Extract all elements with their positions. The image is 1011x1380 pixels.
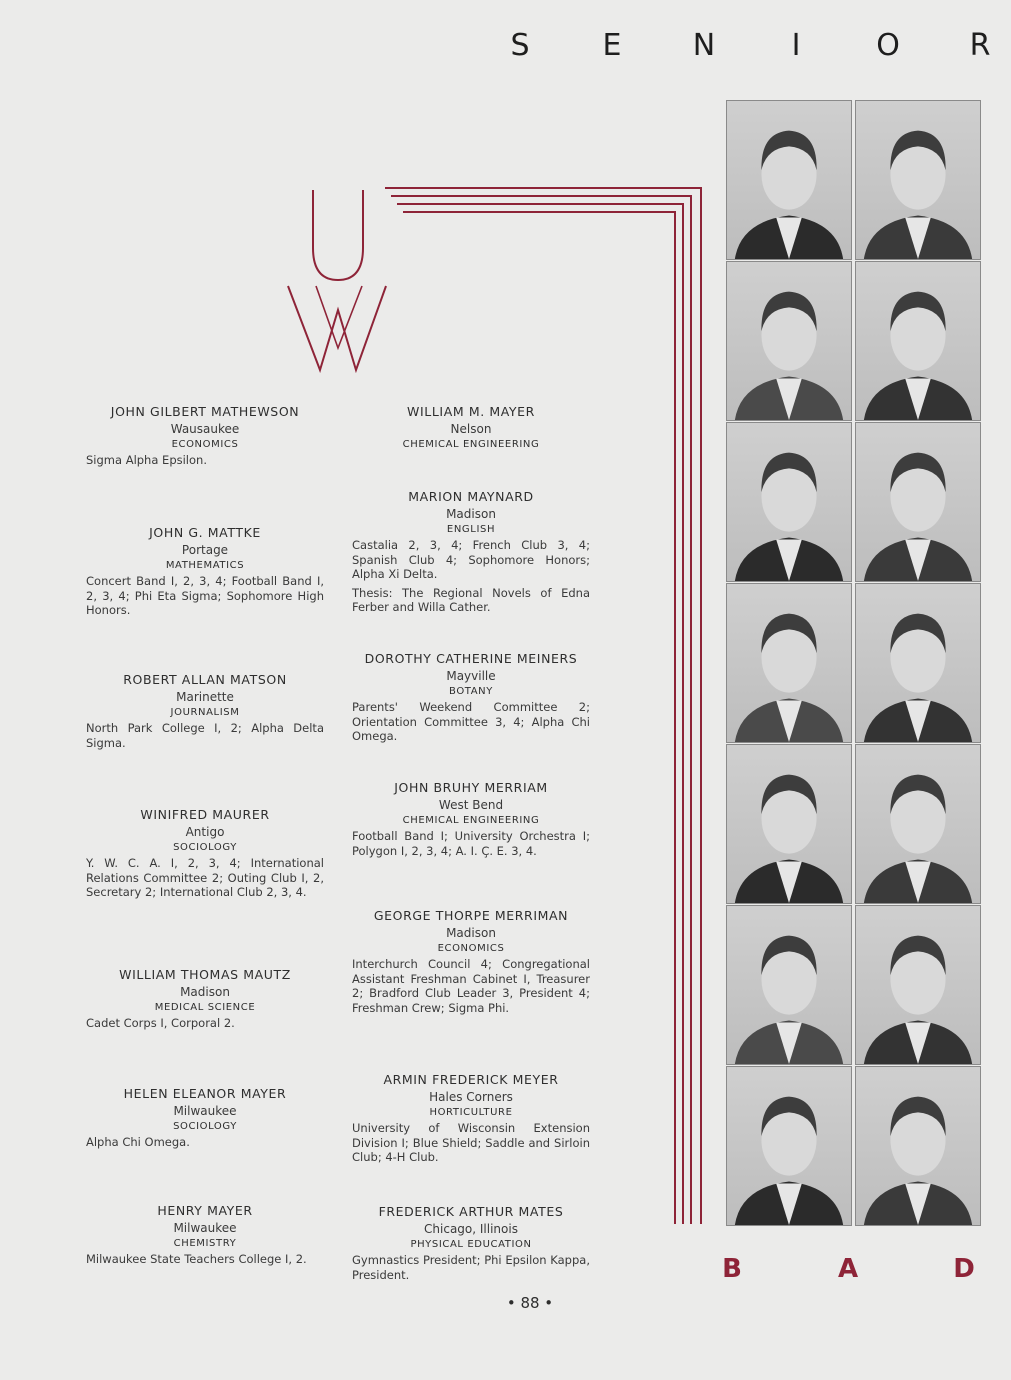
student-hometown: Madison	[446, 507, 496, 521]
student-major: SOCIOLOGY	[173, 842, 237, 853]
student-activities: Milwaukee State Teachers College I, 2.	[86, 1252, 307, 1266]
senior-entry	[352, 489, 590, 615]
student-major: CHEMICAL ENGINEERING	[402, 439, 540, 450]
senior-entry	[86, 1086, 324, 1150]
uw-monogram-logo	[282, 188, 392, 373]
student-hometown: Chicago, Illinois	[424, 1222, 518, 1236]
student-hometown: Milwaukee	[173, 1221, 237, 1235]
student-activities: Alpha Chi Omega.	[86, 1135, 190, 1149]
student-hometown: Milwaukee	[173, 1104, 237, 1118]
senior-entry	[352, 1204, 590, 1282]
student-name: HELEN ELEANOR MAYER	[123, 1086, 287, 1101]
student-activities: North Park College I, 2; Alpha Delta Sigma.	[86, 721, 324, 750]
student-name: JOHN G. MATTKE	[149, 525, 261, 540]
portrait-photo	[855, 905, 981, 1065]
student-name: WILLIAM M. MAYER	[407, 404, 535, 419]
portrait-photo	[726, 905, 852, 1065]
student-hometown: Hales Corners	[429, 1090, 513, 1104]
student-name: ROBERT ALLAN MATSON	[123, 672, 287, 687]
header-letter: S	[510, 28, 530, 63]
portrait-silhouette	[727, 1067, 851, 1225]
section-title-bad	[712, 1254, 984, 1288]
portrait-silhouette	[727, 745, 851, 903]
student-hometown: Nelson	[450, 422, 492, 436]
page-number: • 88 •	[506, 1294, 554, 1312]
student-activities: Football Band I; University Orchestra I; Polygon I, 2, 3, 4; A. I. Ç. E. 3, 4.	[352, 829, 590, 858]
section-title-senior	[500, 28, 1000, 78]
portrait-silhouette	[727, 584, 851, 742]
senior-entry	[352, 404, 590, 453]
student-name: GEORGE THORPE MERRIMAN	[373, 908, 569, 923]
portrait-silhouette	[727, 906, 851, 1064]
portrait-photo	[855, 100, 981, 260]
student-hometown: Madison	[446, 926, 496, 940]
student-major: JOURNALISM	[170, 707, 240, 718]
student-major: ECONOMICS	[171, 439, 239, 450]
portrait-silhouette	[856, 1067, 980, 1225]
senior-entry	[86, 807, 324, 900]
student-hometown: Marinette	[176, 690, 234, 704]
student-major: BOTANY	[449, 686, 493, 697]
footer-letter: B	[722, 1254, 742, 1284]
senior-entry	[86, 1203, 324, 1267]
senior-entry	[352, 908, 590, 1015]
portrait-photo	[726, 100, 852, 260]
portrait-silhouette	[856, 906, 980, 1064]
header-letter: R	[969, 28, 991, 63]
student-hometown: Mayville	[446, 669, 496, 683]
portrait-photo	[726, 261, 852, 421]
student-hometown: Wausaukee	[170, 422, 240, 436]
header-letter: O	[876, 28, 900, 63]
student-name: FREDERICK ARTHUR MATES	[378, 1204, 564, 1219]
portrait-silhouette	[856, 262, 980, 420]
portrait-photo	[726, 583, 852, 743]
senior-entry	[352, 780, 590, 858]
student-major: CHEMISTRY	[173, 1238, 237, 1249]
student-major: PHYSICAL EDUCATION	[410, 1239, 532, 1250]
student-name: HENRY MAYER	[157, 1203, 253, 1218]
student-major: MEDICAL SCIENCE	[154, 1002, 256, 1013]
student-name: WILLIAM THOMAS MAUTZ	[119, 967, 291, 982]
student-name: JOHN GILBERT MATHEWSON	[110, 404, 300, 419]
portrait-silhouette	[856, 745, 980, 903]
student-activities: Castalia 2, 3, 4; French Club 3, 4; Spanish Club 4; Sophomore Honors; Alpha Xi Delta.	[352, 538, 590, 581]
student-major: ECONOMICS	[437, 943, 505, 954]
portrait-photo	[855, 1066, 981, 1226]
student-name: JOHN BRUHY MERRIAM	[394, 780, 548, 795]
portrait-photo	[855, 744, 981, 904]
portrait-photo	[726, 744, 852, 904]
portrait-photo	[855, 261, 981, 421]
student-name: MARION MAYNARD	[408, 489, 534, 504]
portrait-silhouette	[727, 101, 851, 259]
student-thesis: Thesis: The Regional Novels of Edna Ferber and Willa Cather.	[352, 585, 590, 614]
student-activities: Parents' Weekend Committee 2; Orientation Committee 3, 4; Alpha Chi Omega.	[352, 700, 590, 743]
student-name: ARMIN FREDERICK MEYER	[383, 1072, 559, 1087]
student-activities: Gymnastics President; Phi Epsilon Kappa, President.	[352, 1253, 590, 1282]
footer-letter: A	[837, 1254, 859, 1284]
header-letter: E	[602, 28, 622, 63]
student-major: CHEMICAL ENGINEERING	[402, 815, 540, 826]
senior-entry	[86, 967, 324, 1031]
senior-entry	[352, 651, 590, 744]
student-activities: Interchurch Council 4; Congregational Assistant Freshman Cabinet I, Treasurer 2; Bradford Club Leader 3, President 4; Freshman Crew; Sigma Phi.	[352, 957, 590, 1015]
student-name: DOROTHY CATHERINE MEINERS	[364, 651, 578, 666]
student-major: SOCIOLOGY	[173, 1121, 237, 1132]
student-activities: Concert Band I, 2, 3, 4; Football Band I, 2, 3, 4; Phi Eta Sigma; Sophomore High Honors.	[86, 574, 324, 617]
portrait-photo	[855, 583, 981, 743]
portrait-silhouette	[727, 423, 851, 581]
student-hometown: Portage	[181, 543, 229, 557]
portrait-silhouette	[856, 423, 980, 581]
senior-entry	[86, 404, 324, 468]
student-hometown: Madison	[180, 985, 230, 999]
senior-entry	[86, 672, 324, 750]
student-hometown: West Bend	[438, 798, 504, 812]
portrait-silhouette	[856, 584, 980, 742]
portrait-photo	[855, 422, 981, 582]
portrait-photo	[726, 422, 852, 582]
header-letter: I	[791, 28, 801, 63]
student-activities: Cadet Corps I, Corporal 2.	[86, 1016, 235, 1030]
portrait-photo	[726, 1066, 852, 1226]
student-name: WINIFRED MAURER	[140, 807, 270, 822]
student-hometown: Antigo	[185, 825, 225, 839]
student-activities: Y. W. C. A. I, 2, 3, 4; International Relations Committee 2; Outing Club I, 2, Secretary 2; International Club 2, 3, 4.	[86, 856, 324, 899]
student-activities: University of Wisconsin Extension Division I; Blue Shield; Saddle and Sirloin Club; 4-H Club.	[352, 1121, 590, 1164]
student-major: ENGLISH	[446, 524, 496, 535]
student-major: MATHEMATICS	[165, 560, 245, 571]
student-activities: Sigma Alpha Epsilon.	[86, 453, 207, 467]
portrait-silhouette	[856, 101, 980, 259]
senior-entry	[352, 1072, 590, 1165]
student-major: HORTICULTURE	[429, 1107, 513, 1118]
portrait-grid	[726, 100, 982, 1224]
header-letter: N	[692, 28, 716, 63]
portrait-silhouette	[727, 262, 851, 420]
senior-entry	[86, 525, 324, 618]
footer-letter: D	[953, 1254, 975, 1284]
